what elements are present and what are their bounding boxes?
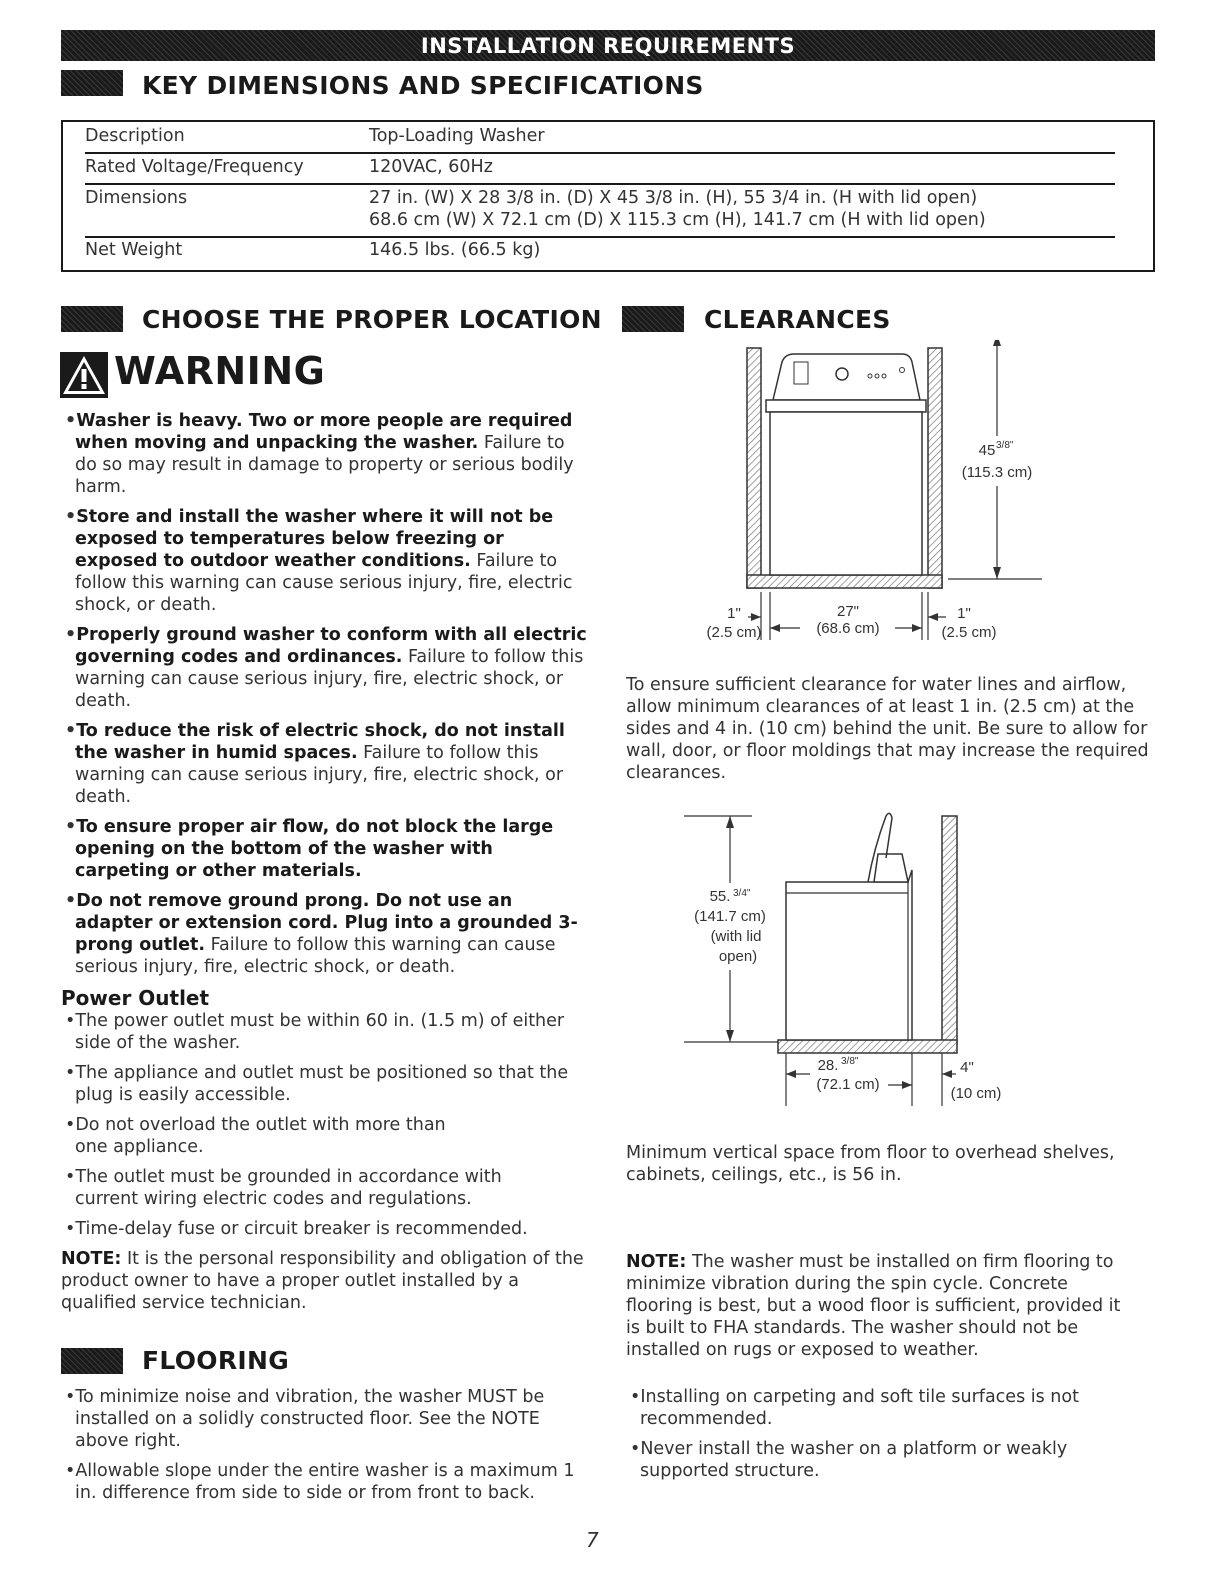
warning-item: •To ensure proper air flow, do not block the large opening on the bottom of the washer with carpeting or other materials. bbox=[65, 817, 554, 881]
flooring-list bbox=[61, 1386, 591, 1512]
warning-heading: WARNING bbox=[114, 349, 326, 393]
left-clearance: 1" bbox=[727, 605, 741, 622]
spec-value-metric: 68.6 cm (W) X 72.1 cm (D) X 115.3 cm (H), 141.7 cm (H with lid open) bbox=[369, 210, 986, 230]
height-value: 45 bbox=[978, 442, 996, 459]
spec-value: 27 in. (W) X 28 3/8 in. (D) X 45 3/8 in. (H), 55 3/4 in. (H with lid open) bbox=[369, 188, 978, 208]
open-height-note-1: (with lid bbox=[710, 928, 762, 945]
depth-value: 28. bbox=[817, 1057, 839, 1074]
spec-label: Description bbox=[85, 126, 185, 146]
floor bbox=[778, 1040, 957, 1053]
right-clearance-metric: (2.5 cm) bbox=[941, 624, 997, 641]
flooring-note: NOTE: The washer must be installed on firm flooring to minimize vibration during the spin cycle. Concrete flooring is best, but a wood floor is sufficient, provided it is built to FHA standards. The washer should not be installed on rugs or exposed to weather. bbox=[626, 1252, 1121, 1360]
warning-triangle-icon bbox=[60, 352, 108, 398]
key-dimensions-title: KEY DIMENSIONS AND SPECIFICATIONS bbox=[142, 71, 704, 100]
right-clearance: 1" bbox=[957, 605, 971, 622]
list-item: •Do not overload the outlet with more than one appliance. bbox=[65, 1115, 446, 1157]
spec-table bbox=[61, 120, 1155, 272]
list-item: •Installing on carpeting and soft tile surfaces is not recommended. bbox=[630, 1387, 1079, 1429]
warning-item: •To reduce the risk of electric shock, do not install the washer in humid spaces. Failure to follow this warning can cause serious injury, fire, electric shock, or death. bbox=[65, 721, 565, 807]
page-banner bbox=[61, 30, 1155, 61]
location-note: NOTE: It is the personal responsibility and obligation of the product owner to have a proper outlet installed by a qualified service technician. bbox=[61, 1249, 584, 1313]
spec-value: 120VAC, 60Hz bbox=[369, 157, 493, 177]
washer-lid bbox=[766, 400, 926, 412]
section-marker bbox=[61, 1348, 123, 1374]
washer-width-metric: (68.6 cm) bbox=[816, 620, 880, 637]
warnings-list bbox=[61, 410, 591, 986]
right-wall bbox=[928, 348, 942, 588]
banner-title: INSTALLATION REQUIREMENTS bbox=[420, 34, 796, 58]
spec-row bbox=[85, 188, 1115, 238]
back-clearance: 4" bbox=[960, 1059, 974, 1076]
spec-value: 146.5 lbs. (66.5 kg) bbox=[369, 240, 541, 260]
height-metric: (115.3 cm) bbox=[961, 464, 1033, 481]
side-clearance-diagram bbox=[660, 808, 1060, 1113]
warning-item: •Store and install the washer where it will not be exposed to temperatures below freezing or exposed to outdoor weather conditions. Failure to follow this warning can cause serious injury, fire, electric shock, or death. bbox=[65, 507, 573, 615]
clearances-text: To ensure sufficient clearance for water lines and airflow, allow minimum clearances of at least 1 in. (2.5 cm) at the sides and 4 in. (10 cm) behind the unit. Be sure to allow for wall, door, or floor moldings that may increase the required clearances. bbox=[626, 675, 1149, 783]
spec-row bbox=[85, 157, 1115, 185]
depth-metric: (72.1 cm) bbox=[816, 1076, 880, 1093]
page-number: 7 bbox=[586, 1528, 599, 1552]
warning-item: •Properly ground washer to conform with all electric governing codes and ordinances. Failure to follow this warning can cause serious injury, fire, electric shock, or death. bbox=[65, 625, 587, 711]
flooring-title: FLOORING bbox=[142, 1346, 290, 1375]
spec-label: Net Weight bbox=[85, 240, 183, 260]
open-height-note-2: open) bbox=[718, 948, 758, 965]
left-clearance-metric: (2.5 cm) bbox=[706, 624, 762, 641]
location-title: CHOOSE THE PROPER LOCATION bbox=[142, 305, 602, 334]
spec-row bbox=[85, 126, 1115, 154]
warning-item: •Washer is heavy. Two or more people are required when moving and unpacking the washer. Failure to do so may result in damage to property or serious bodily harm. bbox=[65, 411, 574, 497]
list-item: •The appliance and outlet must be positioned so that the plug is easily accessible. bbox=[65, 1063, 569, 1105]
section-marker bbox=[622, 306, 684, 332]
list-item: •The power outlet must be within 60 in. (1.5 m) of either side of the washer. bbox=[65, 1011, 565, 1053]
section-marker bbox=[61, 70, 123, 96]
washer-cabinet bbox=[770, 412, 922, 575]
open-height-fraction: 3/4" bbox=[733, 888, 751, 899]
control-console bbox=[874, 854, 908, 882]
list-item: •Allowable slope under the entire washer is a maximum 1 in. difference from side to side or from front to back. bbox=[65, 1461, 575, 1503]
list-item: •To minimize noise and vibration, the washer MUST be installed on a solidly constructed floor. See the NOTE above right. bbox=[65, 1387, 545, 1451]
spec-label: Dimensions bbox=[85, 188, 188, 208]
spec-label: Rated Voltage/Frequency bbox=[85, 157, 304, 177]
back-wall bbox=[942, 816, 957, 1044]
washer-body bbox=[786, 870, 912, 1040]
list-item: •Never install the washer on a platform or weakly supported structure. bbox=[630, 1439, 1068, 1481]
floor bbox=[747, 575, 942, 588]
section-marker bbox=[61, 306, 123, 332]
warning-item: •Do not remove ground prong. Do not use an adapter or extension cord. Plug into a grounded 3-prong outlet. Failure to follow this warning can cause serious injury, fire, electric shock, or death. bbox=[65, 891, 578, 977]
back-clearance-metric: (10 cm) bbox=[950, 1085, 1002, 1102]
depth-fraction: 3/8" bbox=[841, 1056, 859, 1067]
vertical-space-text: Minimum vertical space from floor to overhead shelves, cabinets, ceilings, etc., is 56 in. bbox=[626, 1143, 1115, 1185]
spec-row bbox=[85, 240, 1115, 266]
clearance-bullets bbox=[626, 1386, 1126, 1490]
open-height-metric: (141.7 cm) bbox=[694, 908, 766, 925]
power-outlet-heading: Power Outlet bbox=[61, 986, 210, 1010]
spec-value: Top-Loading Washer bbox=[369, 126, 545, 146]
clearances-title: CLEARANCES bbox=[704, 305, 891, 334]
power-outlet-section bbox=[61, 986, 591, 1314]
height-fraction: 3/8" bbox=[996, 440, 1014, 451]
left-wall bbox=[747, 348, 761, 588]
front-clearance-diagram bbox=[690, 340, 1070, 655]
open-height-value: 55. bbox=[709, 888, 731, 905]
list-item: •Time-delay fuse or circuit breaker is recommended. bbox=[65, 1219, 528, 1239]
washer-width: 27" bbox=[836, 603, 860, 620]
list-item: •The outlet must be grounded in accordance with current wiring electric codes and regulations. bbox=[65, 1167, 502, 1209]
